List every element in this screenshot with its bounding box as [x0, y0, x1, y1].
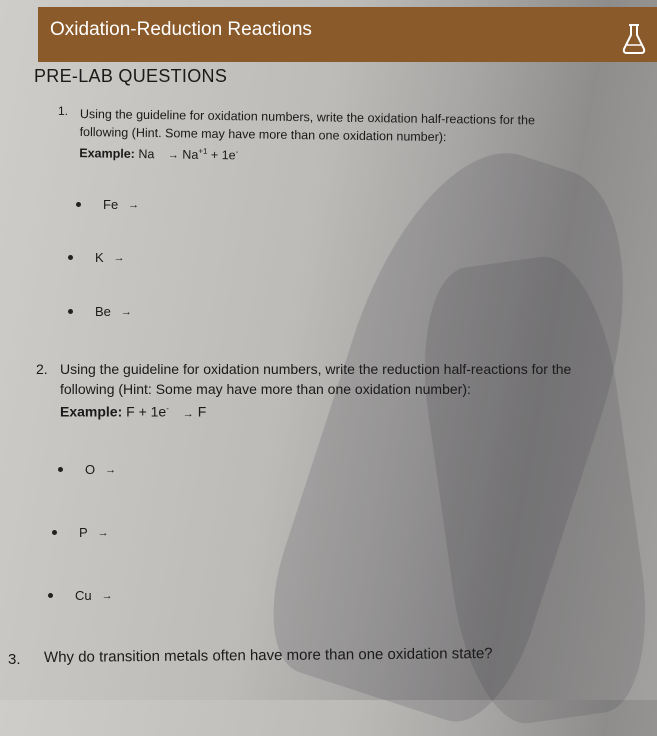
question-number: 2.	[36, 361, 48, 377]
list-item	[68, 304, 132, 319]
list-item	[52, 525, 109, 540]
bullet-icon	[76, 202, 81, 207]
list-item	[58, 462, 116, 477]
arrow-icon: →	[167, 149, 179, 162]
bullet-icon	[68, 309, 73, 314]
example-label: Example:	[79, 146, 136, 161]
element-symbol: P	[79, 525, 88, 540]
example-charge: +1	[198, 146, 208, 156]
bullet-icon	[48, 593, 53, 598]
arrow-icon: →	[128, 198, 140, 211]
section-title: PRE-LAB QUESTIONS	[34, 66, 228, 86]
question-2-line2: following (Hint: Some may have more than one oxidation number):	[60, 381, 471, 397]
arrow-icon: →	[113, 251, 125, 264]
list-item	[68, 250, 125, 265]
arrow-icon: →	[182, 407, 194, 420]
element-symbol: Be	[95, 304, 111, 319]
question-2-line1: Using the guideline for oxidation numbers, write the reduction half-reactions for the	[60, 361, 572, 377]
element-symbol: Cu	[75, 588, 92, 603]
example-tail: + 1e	[210, 147, 236, 163]
question-number: 3.	[8, 651, 21, 668]
arrow-icon: →	[105, 463, 117, 476]
example-tail-sup: -	[235, 147, 239, 157]
list-item	[48, 588, 113, 603]
bullet-icon	[68, 255, 73, 260]
question-number: 1.	[58, 104, 69, 118]
example-rhs: Na	[182, 147, 199, 162]
arrow-icon: →	[97, 526, 109, 539]
arrow-icon: →	[120, 305, 132, 318]
flask-icon	[621, 23, 647, 55]
example-lhs: Na	[138, 146, 155, 162]
question-3-text: Why do transition metals often have more than one oxidation state?	[43, 645, 493, 666]
example-lhs: F + 1e	[126, 403, 167, 420]
example-label: Example:	[60, 403, 123, 420]
list-item	[76, 197, 139, 212]
example-rhs: F	[197, 403, 207, 420]
element-symbol: O	[85, 462, 96, 477]
header-bar	[38, 7, 657, 62]
bullet-icon	[58, 467, 63, 472]
page-title: Oxidation-Reduction Reactions	[50, 19, 312, 40]
question-2-text	[60, 359, 655, 424]
question-2-example	[60, 399, 655, 424]
question-1-text	[79, 105, 630, 171]
element-symbol: K	[95, 250, 104, 265]
question-1-line1: Using the guideline for oxidation numbers, write the oxidation half-reactions for the	[79, 106, 536, 128]
example-lhs-sup: -	[166, 404, 169, 413]
element-symbol: Fe	[103, 197, 119, 212]
bullet-icon	[52, 530, 57, 535]
arrow-icon: →	[101, 589, 113, 602]
question-1-line2: following (Hint. Some may have more than one oxidation number):	[79, 124, 447, 145]
